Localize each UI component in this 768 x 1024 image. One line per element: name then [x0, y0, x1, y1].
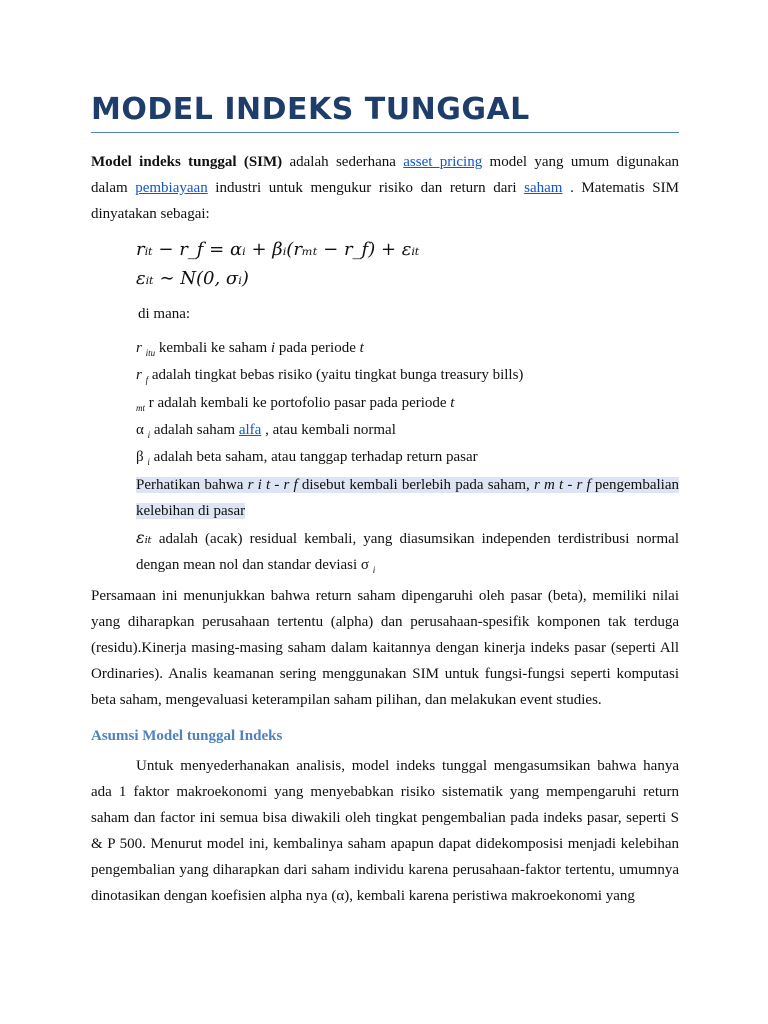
intro-paragraph — [91, 149, 679, 227]
link-asset-pricing[interactable]: asset pricing — [403, 154, 483, 170]
def-epsilon — [136, 525, 679, 583]
page-title: MODEL INDEKS TUNGGAL — [91, 92, 530, 127]
def-alpha-end: , atau kembali normal — [261, 422, 396, 438]
def-beta — [136, 444, 679, 475]
sub-mt: mt — [136, 403, 145, 413]
intro-text-2: model yang umum digunakan dalam — [91, 154, 679, 196]
sym-epsilon: εᵢₜ — [136, 528, 152, 547]
paragraph-assumptions-text: Untuk menyederhanakan analisis, model indeks tunggal mengasumsikan bahwa hanya ada 1 faktor makroekonomi yang menyebabkan risiko sistematik yang mempengaruhi return saham dan factor ini semua bisa diwakili oleh tingkat pengembalian pada indeks pasar, seperti S & P 500. Menurut model ini, kembalinya saham apapun dapat didekomposisi menjadi kelebihan pengembalian yang diharapkan dari saham individu karena perusahaan-faktor tertentu, umumnya — [91, 758, 679, 878]
def-rf — [136, 362, 679, 393]
paragraph-sim-explanation: Persamaan ini menunjukkan bahwa return saham dipengaruhi oleh pasar (beta), memiliki nilai yang diharapkan perusahaan tertentu (alpha) dan perusahaan-spesifik komponen tak terduga (residu).Kinerja masing-masing saham dalam kaitannya dengan kinerja indeks pasar (seperti All Ordinaries). Analis keamanan sering menggunakan SIM untuk fungsi-fungsi seperti komputasi beta saham, mengevaluasi keterampilan saham pilihan, dan melakukan event studies. — [91, 588, 679, 708]
intro-text-4: . Matematis SIM dinyatakan sebagai: — [91, 180, 679, 222]
sub-i: i — [147, 457, 150, 467]
def-rit-text: kembali ke saham — [155, 340, 271, 356]
sym-alpha: α — [136, 422, 148, 438]
paragraph-assumptions — [91, 753, 679, 909]
section-heading-assumptions: Asumsi Model tunggal Indeks — [91, 728, 283, 744]
sym-r: r — [136, 367, 146, 383]
note-text-a: Perhatikan bahwa — [136, 477, 248, 493]
link-alfa[interactable]: alfa — [238, 422, 262, 438]
def-epsilon-text: adalah (acak) residual kembali, yang diasumsikan independen terdistribusi normal dengan mean nol dan standar deviasi σ — [136, 531, 679, 573]
note-text-e: pengembalian kelebihan di pasar — [136, 477, 679, 519]
title-underline — [91, 132, 679, 133]
where-label — [136, 301, 679, 327]
equation-residual: εᵢₜ ∼ N(0, σᵢ) — [136, 268, 249, 289]
sub-itu: itu — [145, 348, 156, 358]
def-rmt-text: r adalah kembali ke portofolio pasar pada periode — [145, 395, 451, 411]
link-saham[interactable]: saham — [524, 180, 563, 196]
def-excess-note — [136, 472, 679, 524]
sym-t: t — [450, 395, 455, 411]
sym-t: t — [359, 340, 364, 356]
link-pembiayaan[interactable]: pembiayaan — [135, 180, 208, 196]
note-text-c: disebut kembali berlebih pada saham, — [297, 477, 534, 493]
sym-r: r — [136, 340, 146, 356]
def-beta-text: adalah beta saham, atau tanggap terhadap return pasar — [149, 449, 478, 465]
def-rit-mid: pada periode — [275, 340, 360, 356]
sym-rit-rf: r i t - r f — [247, 477, 298, 493]
paragraph-assumptions-tail: dinotasikan dengan koefisien alpha nya (α), kembali karena peristiwa makroekonomi yang — [91, 888, 635, 904]
sym-i: i — [270, 340, 276, 356]
intro-bold-term: Model indeks tunggal (SIM) — [91, 154, 283, 170]
def-rf-text: adalah tingkat bebas risiko (yaitu tingkat bunga treasury bills) — [148, 367, 524, 383]
equation-sim: rᵢₜ − r_f = αᵢ + βᵢ(rₘₜ − r_f) + εᵢₜ — [136, 239, 420, 260]
sub-i: i — [147, 430, 151, 440]
where-text: di mana: — [138, 306, 191, 322]
intro-text-1: adalah sederhana — [282, 154, 404, 170]
intro-text-3: industri untuk mengukur risiko dan return dari — [207, 180, 525, 196]
sym-beta: β — [136, 449, 148, 465]
def-alpha-text: adalah saham — [150, 422, 239, 438]
sub-i: i — [372, 565, 376, 575]
sym-rmt-rf: r m t - r f — [533, 477, 591, 493]
sub-f: f — [145, 375, 149, 385]
